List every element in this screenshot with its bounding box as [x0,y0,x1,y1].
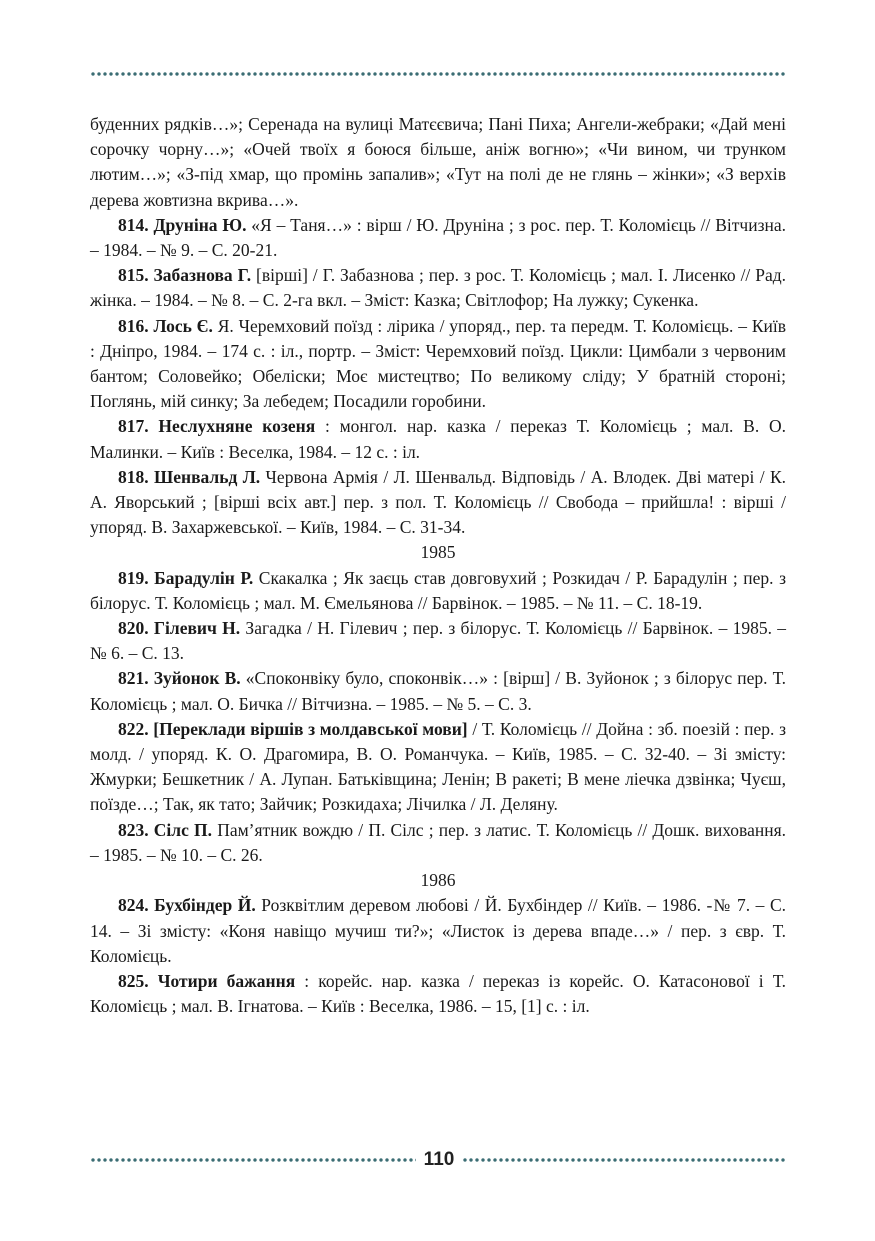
entry-heading: 820. Гілевич Н. [118,618,241,639]
page-footer [90,1149,786,1171]
entry-body: Розквітлим деревом любові / Й. Бухбіндер // Київ. – 1986. -№ 7. – С. 14. – Зі змісту: «Коня навіщо мучиш ти?»; «Листок із дерева впаде…» / пер. з євр. Т. Коломієць. [90,895,786,966]
entry-body: / Т. Коломієць // Дойна : зб. поезій : пер. з молд. / упоряд. К. О. Драгомира, В. О. Романчука. – Київ, 1985. – С. 32-40. – Зі змісту: Жмурки; Бешкетник / А. Лупан. Батьківщина; Ленін; В ракеті; В мене ліечка дзвінка; Чуєш, поїзде…; Так, як тато; Зайчик; Розкидаха; Лічилка / Л. Деляну. [90,718,787,815]
entry-body: Я. Черемховий поїзд : лірика / упоряд., пер. та передм. Т. Коломієць. – Київ : Дніпро, 1984. – 174 с. : іл., портр. – Зміст: Черемховий поїзд. Цикли: Цимбали з червоним бантом; Соловейко; Обеліски; Моє мистецтво; По великому сліду; У братній стороні; Поглянь, мій синку; За лебедем; Посадили горобини. [90,315,786,412]
entry-817 [90,414,786,464]
entry-815 [90,263,786,313]
entry-818 [90,465,786,541]
entry-heading: 819. Барадулін Р. [118,567,254,588]
entry-body: Пам’ятник вождю / П. Сілс ; пер. з латис. Т. Коломієць // Дошк. виховання. – 1985. – № 10. – С. 26. [90,819,786,865]
year-heading-1986: 1986 [420,870,456,891]
entry-820 [90,616,786,666]
entry-heading: 816. Лось Є. [118,315,213,336]
entry-821 [90,666,786,716]
entry-heading: 825. Чотири бажання [118,970,296,991]
entry-body: : монгол. нар. казка / переказ Т. Коломієць ; мал. В. О. Малинки. – Київ : Веселка, 1984. – 12 с. : іл. [90,416,786,462]
page-number: 110 [423,1149,455,1170]
entry-body: [вірші] / Г. Забазнова ; пер. з рос. Т. Коломієць ; мал. І. Лисенко // Рад. жінка. – 1984. – № 8. – С. 2-га вкл. – Зміст: Казка; Світлофор; На лужку; Сукенка. [90,265,786,311]
entry-816 [90,314,786,415]
entry-body: Скакалка ; Як заєць став довговухий ; Розкидач / Р. Барадулін ; пер. з білорус. Т. Коломієць ; мал. М. Ємельянова // Барвінок. – 1985. – № 11. – С. 18-19. [90,567,786,613]
entry-continuation [90,112,786,213]
entry-825 [90,969,786,1019]
footer-ornament-left [90,1157,416,1163]
entry-body: Загадка / Н. Гілевич ; пер. з білорус. Т. Коломієць // Барвінок. – 1985. – № 6. – С. 13. [90,618,786,664]
entry-body: Червона Армія / Л. Шенвальд. Відповідь / А. Влодек. Дві матері / К. А. Яворський ; [вірші всіх авт.] пер. з пол. Т. Коломієць // Свобода – прийшла! : вірші / упоряд. В. Захаржевської. – Київ, 1984. – С. 31-34. [90,466,786,538]
entry-822 [90,717,786,818]
footer-ornament-right [462,1157,786,1163]
entry-heading: 814. Друніна Ю. [118,214,247,235]
entry-body: «Споконвіку було, споконвік…» : [вірш] / В. Зуйонок ; з білорус пер. Т. Коломієць ; мал. О. Бичка // Вітчизна. – 1985. – № 5. – С. 3. [90,668,786,714]
entry-heading: 824. Бухбіндер Й. [118,895,256,916]
entry-heading: 815. Забазнова Г. [118,265,252,286]
entry-heading: 821. Зуйонок В. [118,668,241,689]
entry-heading: 818. Шенвальд Л. [118,466,261,487]
entry-823 [90,818,786,868]
entry-819 [90,566,786,616]
entry-body: : корейс. нар. казка / переказ із корейс. О. Катасонової і Т. Коломієць ; мал. В. Ігнатова. – Київ : Веселка, 1986. – 15, [1] с. : іл. [90,970,787,1017]
entry-body: «Я – Таня…» : вірш / Ю. Друніна ; з рос. пер. Т. Коломієць // Вітчизна. – 1984. – № 9. – С. 20-21. [90,214,786,261]
entry-body: буденних рядків…»; Серенада на вулиці Матєєвича; Пані Пиха; Ангели-жебраки; «Дай мені сорочку чорну…»; «Очей твоїх я боюся більше, аніж вогню»; «Чи вином, чи трунком лютим…»; «З-під хмар, що промінь запалив»; «Тут на полі де не глянь – жінки»; «З верхів дерева жовтизна вкрива…». [90,114,786,210]
entry-814 [90,213,786,263]
bibliography-text [90,112,786,1019]
top-ornament-divider [90,71,786,77]
year-heading-1985: 1985 [420,542,456,563]
entry-heading: 817. Неслухняне козеня [118,416,316,437]
entry-heading: 823. Сілс П. [118,819,213,840]
entry-heading: 822. [Переклади віршів з молдавської мови] [118,718,468,739]
entry-824 [90,893,786,969]
